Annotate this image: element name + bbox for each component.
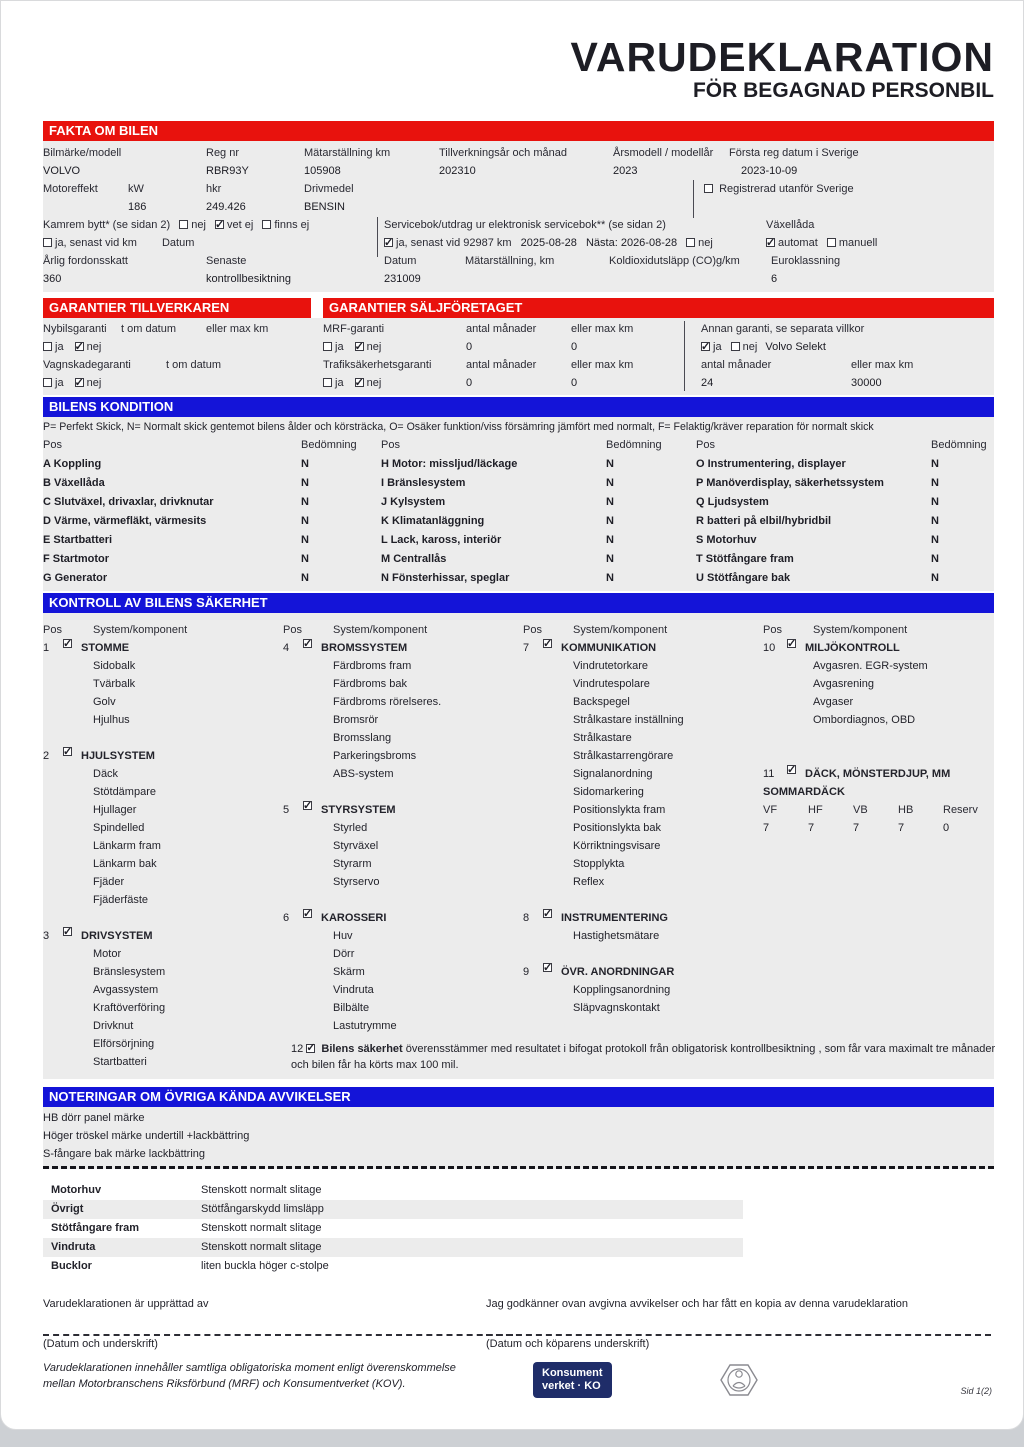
bedomning-header: Bedömning [931,439,987,451]
kondition-legend: P= Perfekt Skick, N= Normalt skick gentemot bilens ålder och körsträcka, O= Osäker funktion/viss försämring jämfört med normalt, F= Felaktig/kräver reparation för normalt skick [43,421,874,433]
buyer-approval-label: Jag godkänner ovan avgivna avvikelser och har fått en kopia av denna varudeklaration [486,1298,908,1310]
fordonsskatt-label: Årlig fordonsskatt [43,255,128,267]
condition-row: K Klimatanläggning N [381,515,614,527]
safety-item: Färdbroms bak [333,678,407,690]
footer [43,1360,994,1420]
pos-number: 5 [283,804,290,816]
deviation-row: Bucklor liten buckla höger c-stolpe [51,1260,329,1272]
vaxellada-label: Växellåda [766,219,815,231]
safety-item: Kraftöverföring [93,1002,166,1014]
footer-note-line1: Varudeklarationen innehåller samtliga obligatoriska moment enligt överenskommelse [43,1362,456,1374]
safety-item: Parkeringsbroms [333,750,417,762]
pos-header: Pos [381,439,400,451]
arsmodell-value: 2023 [613,165,638,177]
trafik-ja-label: ja [335,377,344,389]
group-title: DRIVSYSTEM [81,930,153,942]
pos-header: Pos [523,624,542,636]
annan-garanti-block [701,320,996,392]
safety-item: Färdbroms rörelseres. [333,696,442,708]
manuell-checkbox[interactable] [827,238,836,247]
safety-item: Bromsslang [333,732,392,744]
condition-row: G Generator N [43,572,309,584]
kontroll-section [43,613,994,1079]
safety-item: Drivknut [93,1020,134,1032]
servicebok-nej-label: nej [698,237,713,249]
bilmarke-label: Bilmärke/modell [43,147,122,159]
safety-column-1 [43,621,283,1071]
safety-item: Avgaser [813,696,854,708]
mrf-manader-value: 0 [466,341,473,353]
kamrem-finnsej-checkbox[interactable] [262,220,271,229]
condition-row: Q Ljudsystem N [696,496,939,508]
besiktning-datum-value: 231009 [384,273,421,285]
tyre-depth-value: 7 [898,822,905,834]
group-title: KOMMUNIKATION [561,642,657,654]
safety-column-2 [283,621,523,1035]
servicebok-ja-label: ja, senast vid 92987 km [396,237,512,249]
tillverkningsar-value: 202310 [439,165,476,177]
safety-item: Dörr [333,948,355,960]
section-header-garantier-saljforetaget: GARANTIER SÄLJFÖRETAGET [323,298,994,318]
mrf-nej-checkbox[interactable] [355,342,364,351]
pos-header: Pos [696,439,715,451]
condition-row: S Motorhuv N [696,534,939,546]
safety-column-3 [523,621,763,1017]
safety-item: Positionslykta fram [573,804,666,816]
safety-item: Positionslykta bak [573,822,662,834]
safety-item: Huv [333,930,353,942]
hkr-value: 249.426 [206,201,246,213]
pos-header: Pos [283,624,302,636]
konsumentverket-logo [533,1362,612,1398]
deviation-row: Motorhuv Stenskott normalt slitage [51,1184,322,1196]
tyre-position-label: VB [853,804,868,816]
nybils-ja-label: ja [55,341,64,353]
annan-maxkm-value: 30000 [851,377,882,389]
condition-row: F Startmotor N [43,553,309,565]
section-header-garantier-tillverkaren: GARANTIER TILLVERKAREN [43,298,311,318]
safety-item: Fjäderfäste [93,894,149,906]
safety-item: Styrled [333,822,368,834]
koldioxid-label: Koldioxidutsläpp (CO)g/km [609,255,740,267]
condition-row: U Stötfångare bak N [696,572,939,584]
drivmedel-value: BENSIN [304,201,345,213]
condition-row: T Stötfångare fram N [696,553,939,565]
safety-group-instrumentering [523,909,763,945]
safety-item: Stopplykta [573,858,625,870]
safety-item: Körriktningsvisare [573,840,661,852]
safety-item: Hjullager [93,804,137,816]
mrf-maxkm-value: 0 [571,341,578,353]
safety-group-ovr-anordningar [523,963,763,1017]
kondition-col1 [43,455,381,588]
mrf-manader-label: antal månader [466,323,537,335]
safety-column-4 [763,621,988,837]
safety-item: Bromsrör [333,714,379,726]
page-subtitle: FÖR BEGAGNAD PERSONBIL [692,79,994,102]
mrf-nej-label: nej [366,341,382,353]
condition-row: H Motor: missljud/läckage N [381,458,614,470]
trafik-maxkm-value: 0 [571,377,578,389]
pos-header: Pos [763,624,782,636]
trafik-nej-checkbox[interactable] [355,378,364,387]
trafik-manader-value: 0 [466,377,473,389]
group-title: HJULSYSTEM [81,750,155,762]
safety-group-styrsystem [283,801,523,891]
annan-ja-label: ja [713,341,722,353]
instrumentering-checkbox[interactable] [543,909,552,918]
condition-row: N Fönsterhissar, speglar N [381,572,614,584]
safety-item: Släpvagnskontakt [573,1002,660,1014]
safety-item: Kopplingsanordning [573,984,671,996]
condition-row: I Bränslesystem N [381,477,614,489]
automat-label: automat [778,237,818,249]
condition-row: A Koppling N [43,458,309,470]
annan-maxkm-label: eller max km [851,359,914,371]
safety-group-drivsystem [43,927,283,1071]
kw-label: kW [128,183,144,195]
euroklassning-label: Euroklassning [771,255,841,267]
vagnskade-nej-checkbox[interactable] [75,378,84,387]
nybils-tomdatum-label: t om datum [121,323,177,335]
safety-group-hjulsystem [43,747,283,909]
vagnskade-ja-checkbox[interactable] [43,378,52,387]
miljokontroll-checkbox[interactable] [787,639,796,648]
kamrem-datum-label: Datum [161,237,195,249]
kondition-col2 [381,455,696,588]
safety-item: Ombordiagnos, OBD [813,714,916,726]
annan-manader-value: 24 [701,377,714,389]
group-title: BROMSSYSTEM [321,642,408,654]
group-title: STOMME [81,642,130,654]
nybils-nej-label: nej [86,341,102,353]
safety-item: Lastutrymme [333,1020,397,1032]
matarstallning-value: 105908 [304,165,341,177]
bilmarke-value: VOLVO [43,165,81,177]
system-header: System/komponent [573,624,668,636]
deviation-row: Vindruta Stenskott normalt slitage [43,1238,743,1257]
safety-item: Golv [93,696,116,708]
safety-group-dack [763,765,988,837]
ovr-anordningar-checkbox[interactable] [543,963,552,972]
trafik-maxkm-label: eller max km [571,359,634,371]
konsumentverket-logo-line2: verket · KO [542,1380,601,1392]
drivsystem-checkbox[interactable] [63,927,72,936]
pos-number: 6 [283,912,290,924]
safety-item: Startbatteri [93,1056,147,1068]
noteringar-line: HB dörr panel märke [43,1112,145,1124]
matarstallning2-label: Mätarställning, km [465,255,555,267]
pos-number: 7 [523,642,530,654]
trafik-manader-label: antal månader [466,359,537,371]
page-title: VARUDEKLARATION [570,34,994,80]
motoreffekt-label: Motoreffekt [43,183,98,195]
hkr-label: hkr [206,183,222,195]
arsmodell-label: Årsmodell / modellår [613,147,714,159]
garantier-section [43,318,994,395]
automat-checkbox[interactable] [766,238,775,247]
safety-item: Styrväxel [333,840,379,852]
tyre-position-label: HF [808,804,823,816]
forsta-reg-value: 2023-10-09 [741,165,798,177]
pos-number: 1 [43,642,50,654]
safety-item: Styrservo [333,876,380,888]
safety-item: Strålkastare [573,732,632,744]
safety-item: Skärm [333,966,365,978]
dack-checkbox[interactable] [787,765,796,774]
safety-item: Bränslesystem [93,966,166,978]
safety-item: Färdbroms fram [333,660,412,672]
pos-header: Pos [43,439,62,451]
group-title: KAROSSERI [321,912,387,924]
mrf-garanti-label: MRF-garanti [323,323,385,335]
buyer-signature-sublabel: (Datum och köparens underskrift) [486,1338,650,1350]
safety-item: Däck [93,768,119,780]
safety-group-miljokontroll [763,639,988,729]
group-title: INSTRUMENTERING [561,912,668,924]
condition-row: D Värme, värmefläkt, värmesits N [43,515,309,527]
pos-number: 12 [291,1043,304,1055]
kontrollbesiktning-label: kontrollbesiktning [206,273,291,285]
hjulsystem-checkbox[interactable] [63,747,72,756]
safety-group-kommunikation [523,639,763,891]
footer-note-line2: mellan Motorbranschens Riksförbund (MRF) och Konsumentverket (KOV). [43,1378,406,1390]
vagnskade-nej-label: nej [86,377,102,389]
kondition-col3 [696,455,994,588]
safety-item: Hastighetsmätare [573,930,660,942]
servicebok-datum: 2025-08-28 [520,237,577,249]
mrf-ja-label: ja [335,341,344,353]
deviation-row: Övrigt Stötfångarskydd limsläpp [43,1200,743,1219]
pos-number: 8 [523,912,530,924]
deviation-table [43,1181,743,1276]
annan-manader-label: antal månader [701,359,772,371]
safety-item: Vindrutetorkare [573,660,649,672]
condition-row: P Manöverdisplay, säkerhetssystem N [696,477,939,489]
group-title: STYRSYSTEM [321,804,396,816]
safety-item: Länkarm bak [93,858,157,870]
fordonsskatt-value: 360 [43,273,62,285]
safety-item: Sidomarkering [573,786,644,798]
bedomning-header: Bedömning [301,439,357,451]
system-header: System/komponent [813,624,908,636]
system-header: System/komponent [333,624,428,636]
deviation-row: Stötfångare fram Stenskott normalt slitage [51,1222,322,1234]
safety-item: Spindelled [93,822,145,834]
safety-item: Avgasren. EGR-system [813,660,928,672]
annan-ja-checkbox[interactable] [701,342,710,351]
servicebok-nasta: Nästa: 2026-08-28 [585,237,678,249]
noteringar-line: S-fångare bak märke lackbättring [43,1148,206,1160]
page-number: Sid 1(2) [960,1386,992,1396]
tyre-depth-value: 7 [853,822,860,834]
safety-item: Hjulhus [93,714,130,726]
safety-item: Strålkastarrengörare [573,750,674,762]
condition-row: B Växellåda N [43,477,309,489]
kamrem-vetej-checkbox[interactable] [215,220,224,229]
servicebok-label: Servicebok/utdrag ur elektronisk servicebok** (se sidan 2) [384,219,666,231]
group-title: MILJÖKONTROLL [805,642,900,654]
pos-header: Pos [43,624,62,636]
seller-signature-label: Varudeklarationen är upprättad av [43,1298,209,1310]
sommardack-label: SOMMARDÄCK [763,786,845,798]
safety-item: Avgassystem [93,984,159,996]
seller-signature-sublabel: (Datum och underskrift) [43,1338,158,1350]
buyer-signature-line[interactable] [486,1334,991,1336]
kamrem-ja-label: ja, senast vid km [55,237,137,249]
matarstallning-label: Mätarställning km [304,147,391,159]
euroklassning-value: 6 [771,273,778,285]
kamrem-nej-checkbox[interactable] [179,220,188,229]
safety-item: Backspegel [573,696,630,708]
datum-label: Datum [384,255,417,267]
annan-nej-label: nej [742,341,758,353]
signature-area [43,1298,994,1350]
bromssystem-checkbox[interactable] [303,639,312,648]
item12-checkbox[interactable] [306,1044,315,1053]
condition-row: C Slutväxel, drivaxlar, drivknutar N [43,496,309,508]
safety-item: Bilbälte [333,1002,370,1014]
tyre-depth-values [763,819,988,837]
nybilsgaranti-label: Nybilsgaranti [43,323,107,335]
bedomning-header: Bedömning [606,439,662,451]
safety-item: Fjäder [93,876,125,888]
trafik-nej-label: nej [366,377,382,389]
condition-row: O Instrumentering, displayer N [696,458,939,470]
condition-row: J Kylsystem N [381,496,614,508]
tyre-depth-value: 0 [943,822,950,834]
section-header-kontroll: KONTROLL AV BILENS SÄKERHET [43,593,994,613]
safety-item: Signalanordning [573,768,653,780]
nybils-ja-checkbox[interactable] [43,342,52,351]
tyre-depth-value: 7 [808,822,815,834]
vagnskadegaranti-label: Vagnskadegaranti [43,359,131,371]
forsta-reg-label: Första reg datum i Sverige [729,147,859,159]
mrf-logo [719,1360,759,1405]
safety-item: ABS-system [333,768,394,780]
tyre-position-headers [763,801,988,819]
stomme-checkbox[interactable] [63,639,72,648]
styrsystem-checkbox[interactable] [303,801,312,810]
condition-row: M Centrallås N [381,553,614,565]
safety-item: Reflex [573,876,605,888]
kw-value: 186 [128,201,147,213]
safety-group-karosseri [283,909,523,1035]
servicebok-nej-checkbox[interactable] [686,238,695,247]
regnr-label: Reg nr [206,147,240,159]
document-title-block [43,35,994,103]
kamrem-vetej-label: vet ej [226,219,254,231]
kamrem-nej-label: nej [191,219,206,231]
item12-lead: Bilens säkerhet [321,1043,403,1055]
safety-item: Strålkastare inställning [573,714,684,726]
kamrem-label: Kamrem bytt* (se sidan 2) [43,219,171,231]
condition-row: E Startbatteri N [43,534,309,546]
safety-group-bromssystem [283,639,523,783]
kommunikation-checkbox[interactable] [543,639,552,648]
pos-number: 9 [523,966,530,978]
manuell-label: manuell [838,237,878,249]
tyre-depth-value: 7 [763,822,770,834]
registrerad-label: Registrerad utanför Sverige [719,183,854,195]
konsumentverket-logo-line1: Konsument [542,1367,603,1379]
condition-row: L Lack, kaross, interiör N [381,534,614,546]
annan-garanti-label: Annan garanti, se separata villkor [701,323,865,335]
pos-number: 4 [283,642,290,654]
item12-text: överensstämmer med resultatet i bifogat protokoll från obligatorisk kontrollbesiktning , som får vara maximalt tre månader och bilen får ha körts max 100 mil. [291,1043,996,1071]
annan-garanti-namn: Volvo Selekt [765,341,826,353]
section-header-noteringar: NOTERINGAR OM ÖVRIGA KÄNDA AVVIKELSER [43,1087,994,1107]
registrerad-checkbox[interactable] [704,184,713,193]
karosseri-checkbox[interactable] [303,909,312,918]
section-header-kondition: BILENS KONDITION [43,397,994,417]
safety-item: Vindrutespolare [573,678,650,690]
regnr-value: RBR93Y [206,165,249,177]
safety-item: Styrarm [333,858,372,870]
safety-item: Avgasrening [813,678,874,690]
trafiksakerhets-label: Trafiksäkerhetsgaranti [323,359,432,371]
noteringar-line: Höger tröskel märke undertill +lackbättring [43,1130,250,1142]
kamrem-finnsej-label: finns ej [274,219,310,231]
kamrem-ja-checkbox[interactable] [43,238,52,247]
tyre-position-label: HB [898,804,914,816]
pos-number: 2 [43,750,50,762]
tyre-position-label: Reserv [943,804,978,816]
pos-number: 11 [763,768,775,780]
safety-item: Motor [93,948,122,960]
safety-item-12 [291,1041,996,1073]
section-header-fakta: FAKTA OM BILEN [43,121,994,141]
condition-row: R batteri på elbil/hybridbil N [696,515,939,527]
pos-number: 3 [43,930,50,942]
safety-item: Elförsörjning [93,1038,155,1050]
tillverkningsar-label: Tillverkningsår och månad [439,147,567,159]
safety-item: Vindruta [333,984,374,996]
group-title: DÄCK, MÖNSTERDJUP, MM [805,768,951,780]
footer-note [43,1360,513,1392]
mrf-maxkm-label: eller max km [571,323,634,335]
tyre-position-label: VF [763,804,778,816]
safety-item: Tvärbalk [93,678,136,690]
safety-group-stomme [43,639,283,729]
group-title: ÖVR. ANORDNINGAR [561,966,675,978]
safety-item: Länkarm fram [93,840,161,852]
safety-item: Stötdämpare [93,786,156,798]
vagnskade-tomdatum-label: t om datum [166,359,222,371]
pos-number: 10 [763,642,776,654]
trafik-ja-checkbox[interactable] [323,378,332,387]
safety-item: Sidobalk [93,660,136,672]
noteringar-section [43,1107,994,1169]
nybils-nej-checkbox[interactable] [75,342,84,351]
seller-signature-line[interactable] [43,1334,513,1336]
servicebok-ja-checkbox[interactable] [384,238,393,247]
mrf-ja-checkbox[interactable] [323,342,332,351]
vagnskade-ja-label: ja [55,377,64,389]
fakta-section [43,141,994,292]
annan-nej-checkbox[interactable] [731,342,740,351]
kondition-section [43,417,994,591]
senaste-label: Senaste [206,255,247,267]
drivmedel-label: Drivmedel [304,183,354,195]
system-header: System/komponent [93,624,188,636]
registrerad-utanfor-block [693,180,854,218]
nybils-maxkm-label: eller max km [206,323,269,335]
